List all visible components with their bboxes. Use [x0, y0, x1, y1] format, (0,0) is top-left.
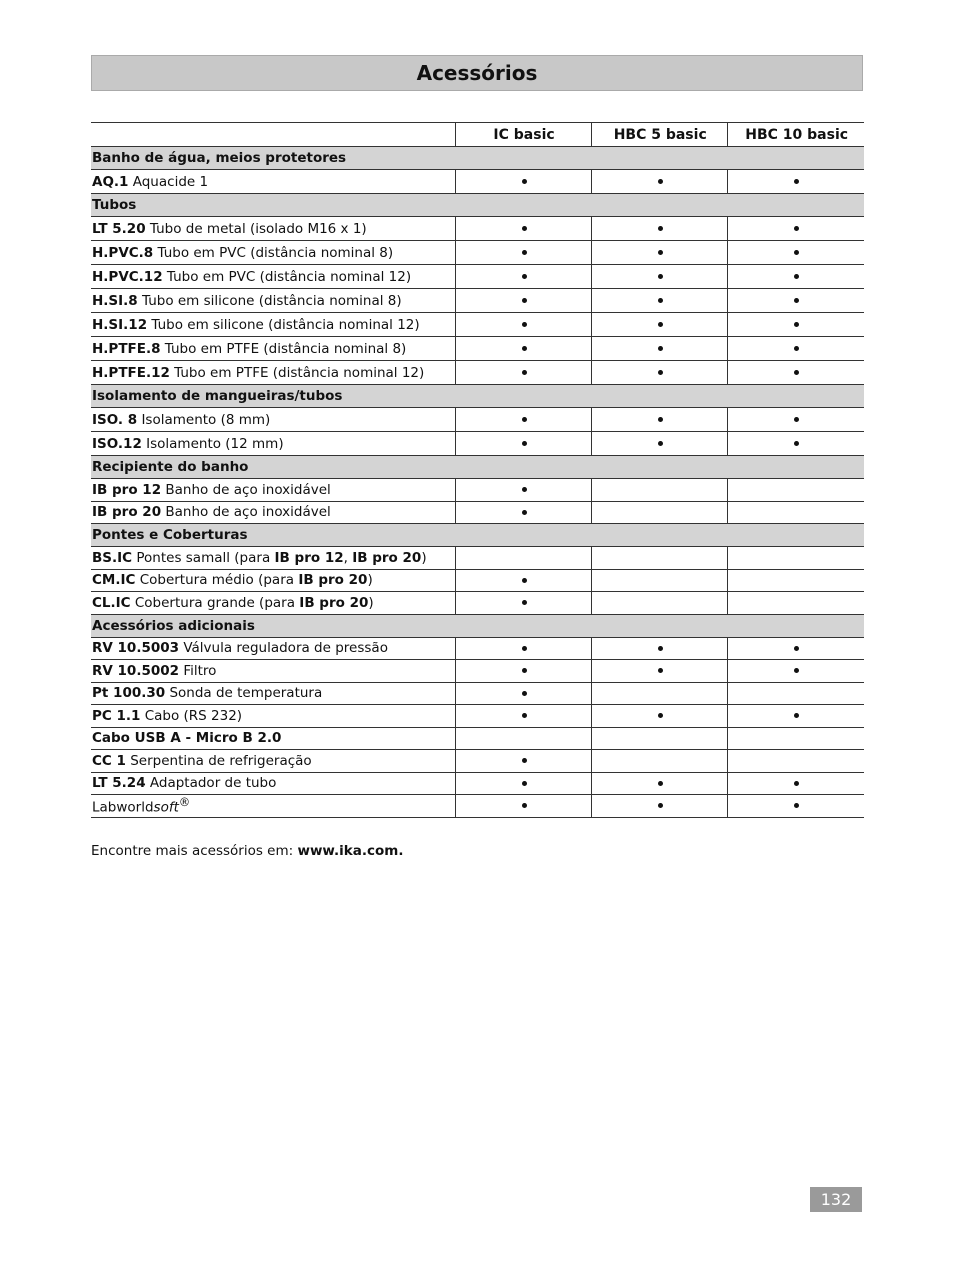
item-code: ISO. 8: [92, 411, 138, 428]
cell-hbc5-basic: [592, 217, 728, 241]
item-code: H.PTFE.12: [92, 364, 170, 381]
bullet-icon: [658, 668, 663, 673]
bullet-icon: [658, 417, 663, 422]
item-desc: Adaptador de tubo: [145, 775, 277, 792]
cell-hbc5-basic: [592, 727, 728, 750]
item-code: H.PTFE.8: [92, 340, 161, 357]
item-code: CC 1: [92, 752, 126, 769]
cell-ic-basic: [455, 408, 591, 432]
table-body: [91, 147, 864, 818]
item-desc: Aquacide 1: [128, 173, 209, 190]
table-row: [91, 361, 864, 385]
cell-hbc10-basic: [728, 637, 864, 660]
bullet-icon: [522, 274, 527, 279]
item-code: BS.IC: [92, 549, 133, 566]
section-row: [91, 194, 864, 217]
bullet-icon: [522, 510, 527, 515]
item-desc: Tubo de metal (isolado M16 x 1): [145, 220, 367, 237]
bullet-icon: [794, 274, 799, 279]
item-name: [91, 592, 455, 615]
cell-hbc5-basic: [592, 408, 728, 432]
item-desc: Cobertura grande (para: [130, 594, 300, 611]
bullet-icon: [794, 226, 799, 231]
cell-hbc5-basic: [592, 361, 728, 385]
cell-hbc5-basic: [592, 682, 728, 705]
bullet-icon: [522, 226, 527, 231]
footer-note: [91, 843, 403, 859]
header-ic-basic: IC basic: [455, 123, 591, 147]
cell-hbc5-basic: [592, 432, 728, 456]
cell-hbc10-basic: [728, 432, 864, 456]
item-desc: Banho de aço inoxidável: [161, 481, 331, 498]
item-ref: IB pro 12: [274, 549, 344, 566]
bullet-icon: [794, 179, 799, 184]
header-blank: [91, 123, 455, 147]
cell-hbc5-basic: [592, 170, 728, 194]
item-name: [91, 637, 455, 660]
cell-hbc10-basic: [728, 170, 864, 194]
table-row: [91, 408, 864, 432]
bullet-icon: [522, 781, 527, 786]
page-number: 132: [810, 1187, 862, 1212]
item-sep: ,: [343, 549, 353, 566]
table-row: [91, 313, 864, 337]
item-code: CL.IC: [92, 594, 131, 611]
bullet-icon: [794, 250, 799, 255]
accessories-table: [91, 122, 864, 818]
bullet-icon: [658, 250, 663, 255]
item-name: [91, 289, 455, 313]
footer-link[interactable]: www.ika.com.: [297, 843, 404, 859]
cell-hbc10-basic: [728, 265, 864, 289]
bullet-icon: [658, 322, 663, 327]
cell-hbc5-basic: [592, 241, 728, 265]
cell-ic-basic: [455, 750, 591, 773]
bullet-icon: [658, 803, 663, 808]
item-code: IB pro 12: [92, 481, 162, 498]
cell-ic-basic: [455, 289, 591, 313]
item-code: LT 5.24: [92, 775, 146, 792]
cell-ic-basic: [455, 170, 591, 194]
bullet-icon: [794, 417, 799, 422]
bullet-icon: [522, 179, 527, 184]
item-sup: ®: [178, 796, 191, 809]
cell-ic-basic: [455, 432, 591, 456]
bullet-icon: [658, 226, 663, 231]
bullet-icon: [794, 298, 799, 303]
header-hbc10-basic: HBC 10 basic: [728, 123, 864, 147]
item-code: Pt 100.30: [92, 685, 166, 702]
item-code: IB pro 20: [92, 504, 162, 521]
item-code: H.SI.8: [92, 292, 138, 309]
item-code: ISO.12: [92, 435, 142, 452]
bullet-icon: [794, 370, 799, 375]
bullet-icon: [522, 691, 527, 696]
item-name: [91, 217, 455, 241]
item-desc: Cabo (RS 232): [140, 707, 243, 724]
bullet-icon: [794, 803, 799, 808]
bullet-icon: [522, 646, 527, 651]
item-code: LT 5.20: [92, 220, 146, 237]
item-code: CM.IC: [92, 572, 136, 589]
item-code: RV 10.5002: [92, 662, 180, 679]
section-row: [91, 456, 864, 479]
cell-hbc10-basic: [728, 795, 864, 818]
item-name: [91, 432, 455, 456]
table-row: [91, 265, 864, 289]
cell-hbc10-basic: [728, 361, 864, 385]
cell-ic-basic: [455, 705, 591, 728]
cell-ic-basic: [455, 727, 591, 750]
cell-hbc10-basic: [728, 289, 864, 313]
bullet-icon: [794, 781, 799, 786]
item-desc: Tubo em PTFE (distância nominal 12): [169, 364, 425, 381]
table-row: [91, 170, 864, 194]
section-title: Acessórios adicionais: [91, 614, 864, 637]
table-row: [91, 660, 864, 683]
cell-hbc10-basic: [728, 217, 864, 241]
item-code: H.PVC.8: [92, 244, 154, 261]
cell-hbc10-basic: [728, 337, 864, 361]
bullet-icon: [522, 322, 527, 327]
cell-ic-basic: [455, 313, 591, 337]
cell-ic-basic: [455, 592, 591, 615]
table-row: [91, 772, 864, 795]
cell-hbc5-basic: [592, 569, 728, 592]
item-name: [91, 265, 455, 289]
header-hbc5-basic: HBC 5 basic: [592, 123, 728, 147]
table-row: [91, 795, 864, 818]
section-row: [91, 614, 864, 637]
item-code: H.SI.12: [92, 316, 148, 333]
item-name: [91, 170, 455, 194]
item-desc: Serpentina de refrigeração: [125, 752, 312, 769]
item-desc: Pontes samall (para: [132, 549, 275, 566]
section-title: Pontes e Coberturas: [91, 524, 864, 547]
bullet-icon: [794, 668, 799, 673]
cell-hbc5-basic: [592, 705, 728, 728]
item-italic: soft: [153, 799, 179, 816]
table-row: [91, 432, 864, 456]
cell-hbc5-basic: [592, 637, 728, 660]
cell-hbc10-basic: [728, 682, 864, 705]
item-name: [91, 501, 455, 524]
item-code: AQ.1: [92, 173, 129, 190]
cell-hbc10-basic: [728, 569, 864, 592]
item-name: [91, 772, 455, 795]
item-name: [91, 313, 455, 337]
item-name: [91, 547, 455, 570]
item-code: H.PVC.12: [92, 268, 163, 285]
item-name: [91, 727, 455, 750]
item-desc: Tubo em PVC (distância nominal 8): [153, 244, 394, 261]
cell-hbc10-basic: [728, 479, 864, 502]
bullet-icon: [522, 298, 527, 303]
bullet-icon: [522, 803, 527, 808]
item-tail: ): [367, 572, 373, 589]
bullet-icon: [522, 346, 527, 351]
item-ref: IB pro 20: [298, 572, 368, 589]
item-desc: Filtro: [179, 662, 217, 679]
item-name: [91, 660, 455, 683]
item-name: [91, 241, 455, 265]
bullet-icon: [522, 487, 527, 492]
cell-hbc10-basic: [728, 660, 864, 683]
bullet-icon: [658, 274, 663, 279]
table-row: [91, 547, 864, 570]
bullet-icon: [522, 250, 527, 255]
cell-ic-basic: [455, 637, 591, 660]
bullet-icon: [522, 668, 527, 673]
cell-hbc5-basic: [592, 660, 728, 683]
cell-hbc5-basic: [592, 795, 728, 818]
item-tail: ): [368, 594, 374, 611]
item-name: [91, 705, 455, 728]
cell-hbc10-basic: [728, 592, 864, 615]
footer-text: Encontre mais acessórios em:: [91, 843, 298, 859]
bullet-icon: [658, 441, 663, 446]
bullet-icon: [522, 758, 527, 763]
bullet-icon: [658, 713, 663, 718]
item-desc: Tubo em silicone (distância nominal 8): [137, 292, 402, 309]
item-code: RV 10.5003: [92, 640, 180, 657]
table-row: [91, 750, 864, 773]
cell-hbc5-basic: [592, 313, 728, 337]
table-row: [91, 569, 864, 592]
item-code: Cabo USB A - Micro B 2.0: [92, 730, 282, 747]
cell-hbc10-basic: [728, 408, 864, 432]
item-desc: Tubo em silicone (distância nominal 12): [147, 316, 420, 333]
cell-ic-basic: [455, 265, 591, 289]
bullet-icon: [658, 298, 663, 303]
cell-hbc10-basic: [728, 727, 864, 750]
cell-hbc5-basic: [592, 479, 728, 502]
table-row: [91, 727, 864, 750]
cell-ic-basic: [455, 337, 591, 361]
cell-hbc10-basic: [728, 750, 864, 773]
item-desc: Cobertura médio (para: [135, 572, 299, 589]
bullet-icon: [794, 346, 799, 351]
table-row: [91, 682, 864, 705]
table-row: [91, 479, 864, 502]
cell-hbc5-basic: [592, 337, 728, 361]
bullet-icon: [522, 578, 527, 583]
bullet-icon: [658, 179, 663, 184]
cell-hbc5-basic: [592, 592, 728, 615]
cell-hbc10-basic: [728, 501, 864, 524]
section-row: [91, 524, 864, 547]
cell-hbc10-basic: [728, 547, 864, 570]
section-title: Recipiente do banho: [91, 456, 864, 479]
table-header-row: [91, 123, 864, 147]
page-title: Acessórios: [416, 61, 538, 85]
item-name: [91, 569, 455, 592]
item-name: [91, 682, 455, 705]
item-name: [91, 408, 455, 432]
item-desc: Isolamento (12 mm): [141, 435, 284, 452]
table-row: [91, 289, 864, 313]
item-ref: IB pro 20: [299, 594, 369, 611]
section-row: [91, 385, 864, 408]
table-row: [91, 592, 864, 615]
bullet-icon: [794, 646, 799, 651]
item-desc: Banho de aço inoxidável: [161, 504, 331, 521]
bullet-icon: [794, 713, 799, 718]
item-name: [91, 361, 455, 385]
bullet-icon: [522, 441, 527, 446]
item-desc: Sonda de temperatura: [165, 685, 323, 702]
table-row: [91, 637, 864, 660]
bullet-icon: [658, 370, 663, 375]
cell-ic-basic: [455, 479, 591, 502]
section-row: [91, 147, 864, 170]
cell-ic-basic: [455, 501, 591, 524]
bullet-icon: [522, 417, 527, 422]
cell-ic-basic: [455, 241, 591, 265]
section-title: Tubos: [91, 194, 864, 217]
bullet-icon: [658, 781, 663, 786]
item-desc: Válvula reguladora de pressão: [179, 640, 388, 657]
table-row: [91, 241, 864, 265]
bullet-icon: [794, 322, 799, 327]
cell-ic-basic: [455, 569, 591, 592]
cell-hbc10-basic: [728, 313, 864, 337]
cell-hbc5-basic: [592, 772, 728, 795]
cell-ic-basic: [455, 682, 591, 705]
cell-hbc5-basic: [592, 289, 728, 313]
item-name: [91, 795, 455, 818]
table-row: [91, 705, 864, 728]
table-row: [91, 337, 864, 361]
cell-ic-basic: [455, 361, 591, 385]
item-ref: IB pro 20: [352, 549, 422, 566]
cell-hbc10-basic: [728, 241, 864, 265]
item-tail: ): [421, 549, 427, 566]
table-row: [91, 501, 864, 524]
section-title: Isolamento de mangueiras/tubos: [91, 385, 864, 408]
cell-hbc5-basic: [592, 265, 728, 289]
item-code: PC 1.1: [92, 707, 141, 724]
bullet-icon: [658, 346, 663, 351]
cell-hbc10-basic: [728, 772, 864, 795]
cell-ic-basic: [455, 660, 591, 683]
item-name: [91, 479, 455, 502]
title-bar: [91, 55, 863, 91]
item-name: [91, 337, 455, 361]
cell-hbc5-basic: [592, 547, 728, 570]
cell-hbc5-basic: [592, 501, 728, 524]
cell-hbc10-basic: [728, 705, 864, 728]
item-desc: Tubo em PVC (distância nominal 12): [162, 268, 412, 285]
item-desc: Labworld: [92, 799, 154, 816]
cell-ic-basic: [455, 547, 591, 570]
item-desc: Tubo em PTFE (distância nominal 8): [160, 340, 407, 357]
cell-hbc5-basic: [592, 750, 728, 773]
cell-ic-basic: [455, 772, 591, 795]
bullet-icon: [522, 600, 527, 605]
bullet-icon: [522, 370, 527, 375]
cell-ic-basic: [455, 795, 591, 818]
bullet-icon: [522, 713, 527, 718]
item-desc: Isolamento (8 mm): [137, 411, 271, 428]
item-name: [91, 750, 455, 773]
table-row: [91, 217, 864, 241]
cell-ic-basic: [455, 217, 591, 241]
bullet-icon: [658, 646, 663, 651]
section-title: Banho de água, meios protetores: [91, 147, 864, 170]
bullet-icon: [794, 441, 799, 446]
